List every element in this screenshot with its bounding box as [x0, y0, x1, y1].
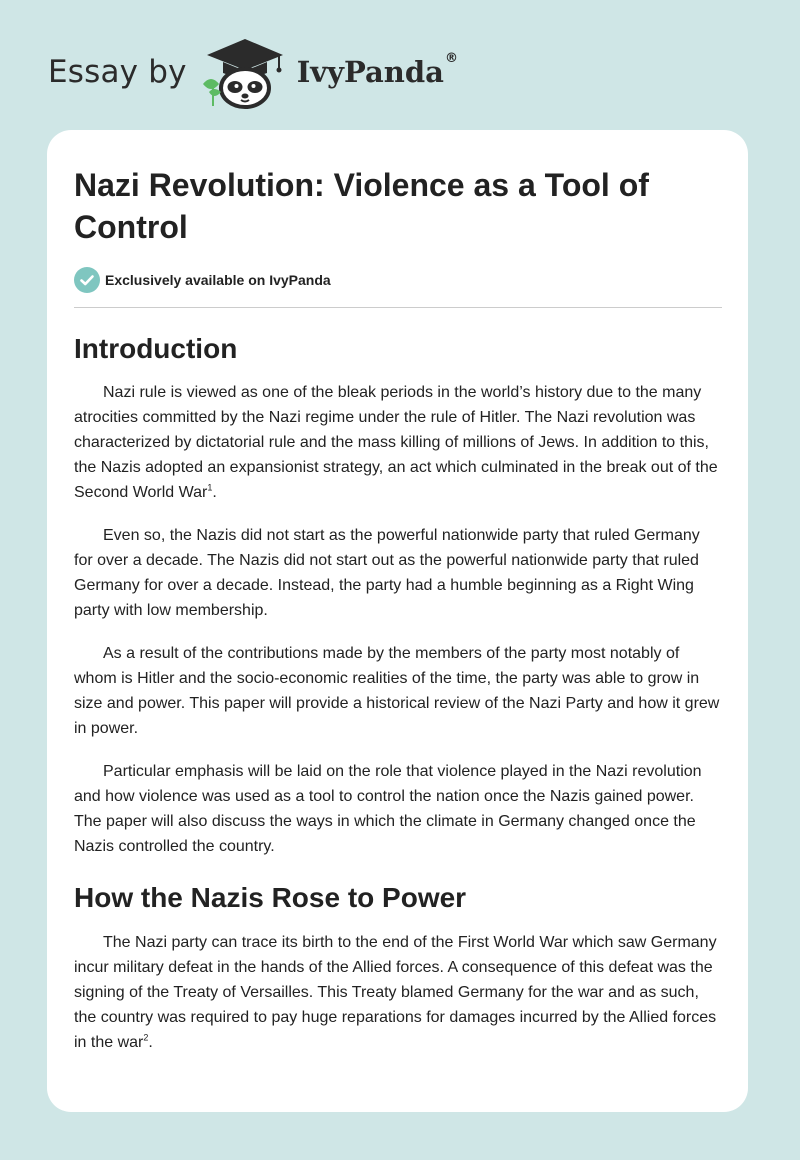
paragraph: Particular emphasis will be laid on the role that violence played in the Nazi revolution and how violence was used as a tool to control the nation once the Nazis gained power. The paper will also discuss the ways in which the climate in Germany changed once the Nazis controlled the country. — [74, 763, 702, 855]
paragraph: As a result of the contributions made by the members of the party most notably of whom is Hitler and the socio-economic realities of the time, the party was able to grow in size and power. This paper will provide a historical review of the Nazi Party and how it grew in power. — [74, 645, 720, 737]
site-header — [48, 34, 458, 110]
section-body-introduction — [74, 380, 722, 859]
paragraph-text: Nazi rule is viewed as one of the bleak periods in the world’s history due to the many atrocities committed by the Nazi regime under the rule of Hitler. The Nazi revolution was characterized by dictatorial rule and the mass killing of millions of Jews. In addition to this, the Nazis adopted an expansionist strategy, an act which culminated in the break out of the Second World War — [74, 384, 718, 501]
footnote-ref[interactable]: 2 — [143, 1032, 149, 1043]
paragraph-text: The Nazi party can trace its birth to the end of the First World War which saw Germany incur military defeat in the hands of the Allied forces. A consequence of this defeat was the signing of the Treaty of Versailles. This Treaty blamed Germany for the war and as such, the country was required to pay huge reparations for damages incurred by the Allied forces in the war — [74, 934, 717, 1051]
divider — [74, 307, 722, 308]
page-title: Nazi Revolution: Violence as a Tool of Control — [74, 167, 649, 245]
section-heading-introduction: Introduction — [74, 333, 238, 364]
section-heading-rise-to-power: How the Nazis Rose to Power — [74, 882, 467, 913]
check-circle-icon — [74, 267, 100, 293]
exclusive-badge — [74, 266, 722, 294]
paragraph — [74, 930, 722, 1055]
essay-card — [47, 130, 748, 1112]
panda-graduation-cap-icon[interactable] — [199, 34, 291, 110]
registered-mark: ® — [444, 51, 458, 66]
paragraph — [74, 380, 722, 505]
paragraph-end: . — [212, 484, 217, 501]
brand-name — [296, 51, 458, 89]
brand-prefix: Essay by — [48, 54, 187, 90]
footnote-ref[interactable]: 1 — [207, 482, 213, 493]
paragraph-end: . — [148, 1034, 153, 1051]
paragraph: Even so, the Nazis did not start as the powerful nationwide party that ruled Germany for over a decade. The Nazis did not start out as the powerful nationwide party that ruled Germany for over a decade. Instead, the party had a humble beginning as a Right Wing party with low membership. — [74, 527, 700, 619]
brand-name-text: IvyPanda — [296, 55, 444, 89]
exclusive-badge-text: Exclusively available on IvyPanda — [105, 272, 331, 288]
section-body-rise-to-power — [74, 930, 722, 1055]
